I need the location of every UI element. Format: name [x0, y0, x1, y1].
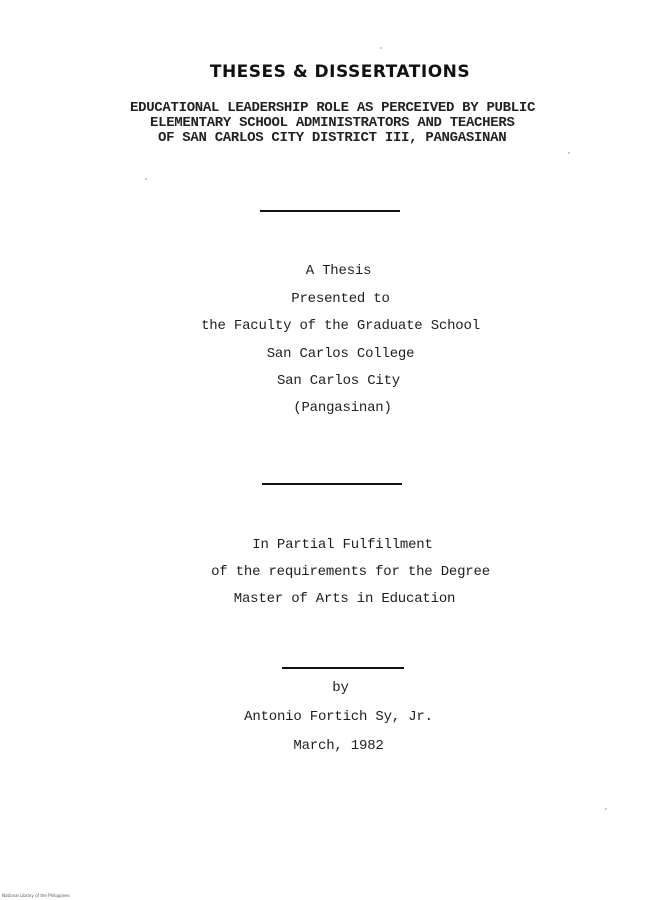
presentation-line-presented-to: Presented to — [291, 291, 390, 307]
fulfillment-line-requirements: of the requirements for the Degree — [211, 564, 490, 580]
library-footer: National Library of the Philippines — [2, 893, 70, 898]
by-label: by — [332, 680, 349, 696]
theses-dissertations-stamp: THESES & DISSERTATIONS — [209, 62, 471, 82]
scan-speck — [568, 152, 570, 154]
divider-rule — [262, 483, 402, 485]
presentation-line-city: San Carlos City — [276, 373, 401, 389]
thesis-date: March, 1982 — [293, 738, 384, 754]
fulfillment-line-partial: In Partial Fulfillment — [252, 537, 433, 553]
presentation-line-province: (Pangasinan) — [293, 400, 392, 416]
scan-speck — [380, 47, 382, 49]
author-name: Antonio Fortich Sy, Jr. — [244, 709, 433, 725]
presentation-line-thesis: A Thesis — [305, 263, 372, 279]
scan-speck — [145, 178, 147, 180]
thesis-title-line-1: EDUCATIONAL LEADERSHIP ROLE AS PERCEIVED BY PUBLIC — [130, 100, 536, 116]
thesis-title-line-2: ELEMENTARY SCHOOL ADMINISTRATORS AND TEACHERS — [150, 115, 515, 131]
presentation-line-faculty: the Faculty of the Graduate School — [201, 318, 480, 334]
presentation-line-college: San Carlos College — [266, 346, 415, 362]
fulfillment-line-degree: Master of Arts in Education — [233, 591, 456, 607]
divider-rule — [282, 667, 404, 669]
thesis-title-line-3: OF SAN CARLOS CITY DISTRICT III, PANGASINAN — [158, 130, 507, 146]
scan-speck — [605, 808, 607, 810]
divider-rule — [260, 210, 400, 212]
